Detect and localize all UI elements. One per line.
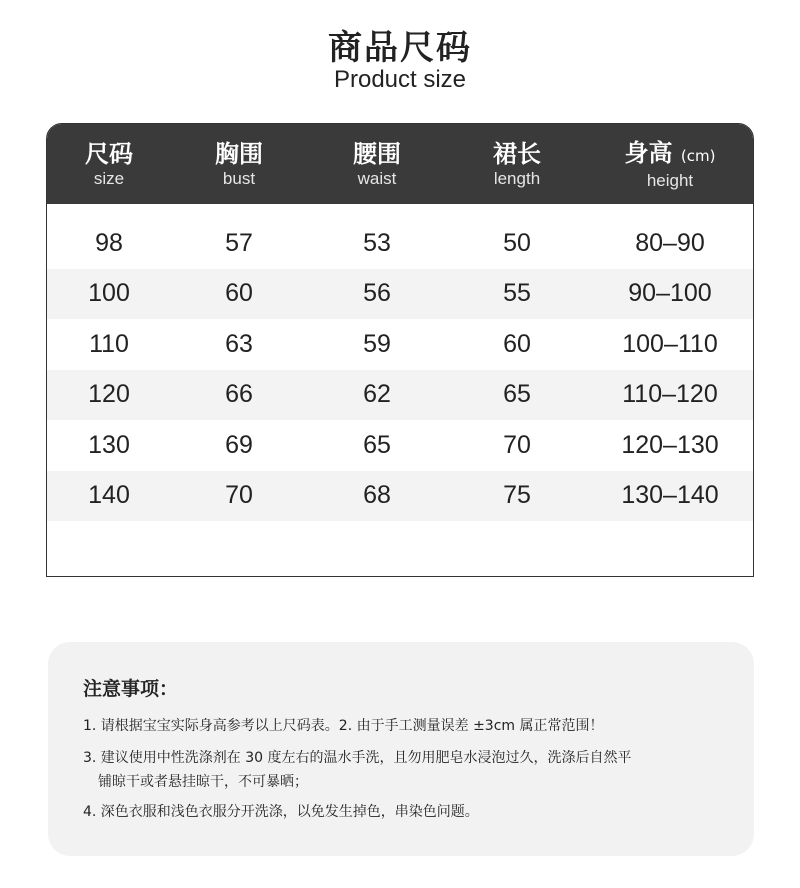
note-item: 1. 请根据宝宝实际身高参考以上尺码表。2. 由于手工测量误差 ±3cm 属正常范围！	[83, 718, 604, 734]
cell-bust: 60	[225, 279, 253, 308]
column-label-zh: 胸围	[215, 140, 263, 168]
column-label-en: height	[646, 170, 694, 190]
cell-waist: 59	[363, 329, 391, 358]
table-row	[47, 420, 753, 471]
table-body	[47, 204, 753, 521]
cell-length: 65	[503, 380, 531, 409]
column-label-zh: 裙长	[493, 140, 541, 168]
cell-height: 110–120	[622, 380, 718, 409]
cell-bust: 57	[225, 228, 253, 257]
cell-size: 130	[88, 430, 130, 459]
cell-bust: 63	[225, 329, 253, 358]
cell-length: 55	[503, 279, 531, 308]
cell-size: 100	[88, 279, 130, 308]
table-row	[47, 218, 753, 269]
cell-waist: 53	[363, 228, 391, 257]
table-row	[47, 269, 753, 320]
cell-length: 70	[503, 430, 531, 459]
column-label-zh-text: 身高	[624, 138, 673, 167]
cell-waist: 65	[363, 430, 391, 459]
column-label-en: size	[93, 169, 125, 188]
cell-bust: 70	[225, 481, 253, 510]
column-label-zh	[625, 138, 716, 171]
column-header-bust	[171, 124, 307, 204]
size-table	[46, 123, 754, 577]
note-item-continued	[83, 770, 733, 794]
cell-waist: 68	[363, 481, 391, 510]
column-header-waist	[307, 124, 447, 204]
cell-waist: 62	[363, 380, 391, 409]
table-row	[47, 370, 753, 421]
column-label-zh: 腰围	[353, 140, 401, 168]
cell-size: 110	[89, 329, 129, 358]
cell-size: 98	[95, 228, 123, 257]
cell-height: 130–140	[621, 481, 719, 510]
cell-size: 120	[88, 380, 130, 409]
notes-title: 注意事项：	[83, 678, 179, 700]
page-title: 商品尺码	[328, 28, 472, 68]
cell-length: 60	[503, 329, 531, 358]
column-label-en: waist	[357, 169, 397, 188]
table-row	[47, 319, 753, 370]
cell-length: 75	[503, 481, 531, 510]
cell-length: 50	[503, 228, 531, 257]
column-header-size	[47, 124, 171, 204]
cell-height: 120–130	[621, 430, 719, 459]
cell-height: 90–100	[628, 279, 712, 308]
table-header	[47, 124, 753, 204]
note-item: 4. 深色衣服和浅色衣服分开洗涤，以免发生掉色，串染色问题。	[83, 804, 479, 820]
cell-bust: 69	[225, 430, 253, 459]
column-label-en: length	[493, 169, 541, 188]
cell-bust: 66	[225, 380, 253, 409]
table-row	[47, 471, 753, 522]
column-unit: (cm)	[680, 146, 716, 165]
column-header-height	[587, 124, 753, 204]
cell-height: 100–110	[622, 329, 718, 358]
column-header-length	[447, 124, 587, 204]
note-item-continued-text: 铺晾干或者悬挂晾干，不可暴晒；	[98, 774, 308, 790]
cell-height: 80–90	[635, 228, 705, 257]
page-subtitle: Product size	[333, 66, 467, 93]
column-label-en: bust	[222, 169, 256, 188]
care-notes-panel	[48, 642, 754, 856]
column-label-zh: 尺码	[85, 140, 133, 168]
cell-size: 140	[88, 481, 130, 510]
cell-waist: 56	[363, 279, 391, 308]
note-item: 3. 建议使用中性洗涤剂在 30 度左右的温水手洗，且勿用肥皂水浸泡过久，洗涤后自然平	[83, 750, 632, 766]
